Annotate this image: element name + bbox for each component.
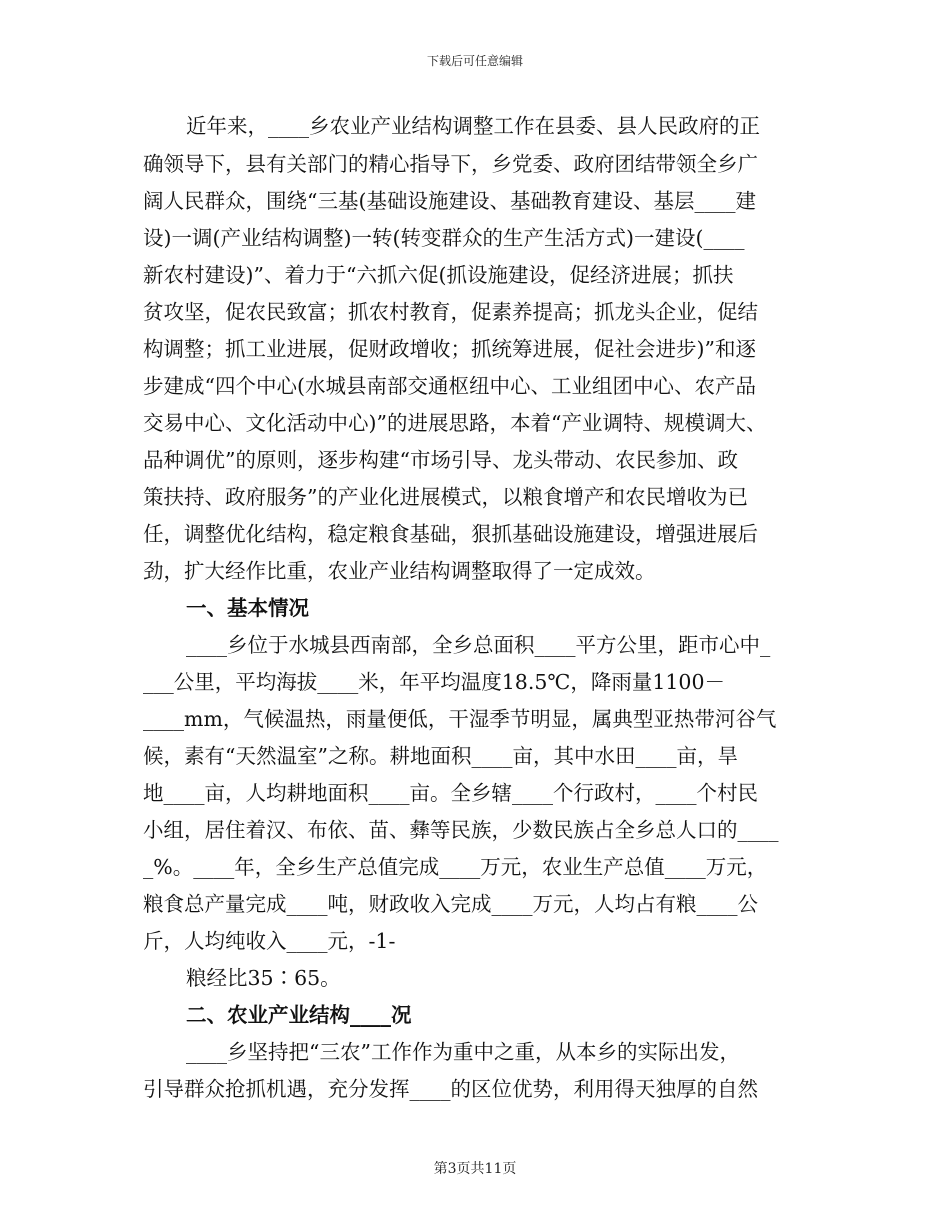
section-heading: 二、农业产业结构____况 [186, 1003, 412, 1027]
text-line: 交易中心、文化活动中心)”的进展思路，本着“产业调特、规模调大、 [143, 411, 767, 435]
text-line: 小组，居住着汉、布依、苗、彝等民族，少数民族占全乡总人口的____ [143, 818, 779, 842]
section-heading: 一、基本情况 [186, 596, 309, 620]
text-line: 确领导下，县有关部门的精心指导下，乡党委、政府团结带领全乡广 [143, 152, 758, 176]
text-line: ____乡坚持把“三农”工作作为重中之重，从本乡的实际出发， [186, 1040, 740, 1064]
text-line: ____mm，气候温热，雨量便低，干湿季节明显，属典型亚热带河谷气 [143, 707, 777, 731]
text-line: 引导群众抢抓机遇，充分发挥____的区位优势，利用得天独厚的自然 [143, 1077, 758, 1101]
text-line: 品种调优”的原则，逐步构建“市场引导、龙头带动、农民参加、政 [143, 448, 738, 472]
text-line: 阔人民群众，围绕“三基(基础设施建设、基础教育建设、基层____建 [143, 189, 756, 213]
text-line: _%。____年，全乡生产总值完成____万元，农业生产总值____万元， [143, 855, 768, 879]
text-line: 策扶持、政府服务”的产业化进展模式，以粮食增产和农民增收为已 [143, 485, 748, 509]
text-line: 粮经比35∶65。 [186, 966, 341, 990]
text-line: 斤，人均纯收入____元，-1- [143, 929, 396, 953]
text-line: 构调整；抓工业进展，促财政增收；抓统筹进展，促社会进步)”和逐 [143, 337, 756, 361]
page-number: 第3页共11页 [433, 1161, 517, 1177]
text-line: 劲，扩大经作比重，农业产业结构调整取得了一定成效。 [143, 559, 656, 583]
text-line: 近年来，____乡农业产业结构调整工作在县委、县人民政府的正 [186, 114, 760, 138]
text-line: ___公里，平均海拔____米，年平均温度18.5℃，降雨量1100－ [143, 670, 725, 694]
page-header: 下载后可任意编辑 [426, 54, 523, 68]
text-line: 设)一调(产业结构调整)一转(转变群众的生产生活方式)一建设(____ [143, 226, 745, 250]
text-line: 地____亩，人均耕地面积____亩。全乡辖____个行政村，____个村民 [143, 781, 758, 805]
text-line: 贫攻坚，促农民致富；抓农村教育，促素养提高；抓龙头企业，促结 [143, 300, 758, 324]
text-line: ____乡位于水城县西南部，全乡总面积____平方公里，距市心中_ [186, 633, 771, 657]
text-line: 新农村建设)”、着力于“六抓六促(抓设施建设，促经济进展；抓扶 [143, 263, 734, 287]
text-line: 步建成“四个中心(水城县南部交通枢纽中心、工业组团中心、农产品 [143, 374, 756, 398]
text-line: 任，调整优化结构，稳定粮食基础，狠抓基础设施建设，增强进展后 [143, 522, 758, 546]
text-line: 候，素有“天然温室”之称。耕地面积____亩，其中水田____亩，旱 [143, 744, 738, 768]
text-line: 粮食总产量完成____吨，财政收入完成____万元，人均占有粮____公 [143, 892, 758, 916]
